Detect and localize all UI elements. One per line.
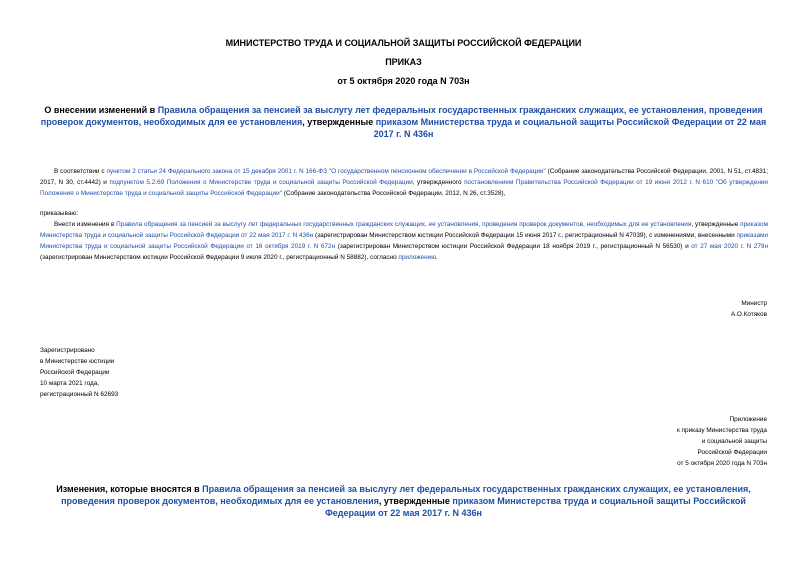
government-decree-link[interactable]: постановлением Правительства Российской Федерации от 19 июня 2012 г. N 610 "Об утверждении Положения о Министерстве труда и социальной защиты Российской Федерации" (40, 179, 768, 197)
orders-word: приказываю: (40, 210, 78, 217)
rules-link-3[interactable]: Правила обращения за пенсией за выслугу лет федеральных государственных гражданских служащих, ее установления, проведения проверок документов, необходимых для ее установления (61, 484, 751, 506)
order-title (40, 104, 767, 140)
order-date: от 5 октября 2020 года N 703н (337, 76, 470, 86)
para-text-1: Внести изменения в (54, 221, 117, 228)
appendix-line: Приложение (729, 416, 767, 423)
para-text-6: . (436, 254, 438, 261)
appendix-line: Российской Федерации (697, 449, 767, 456)
order-paragraph (40, 219, 768, 263)
federal-law-link[interactable]: пунктом 2 статьи 24 Федерального закона от 15 декабря 2001 г. N 166-ФЗ "О государственном пенсионном обеспечении в Российской Федерации" (106, 168, 546, 175)
rules-link[interactable]: Правила обращения за пенсией за выслугу лет федеральных государственных гражданских служащих, ее установления, проведения проверок документов, необходимых для ее установления (40, 105, 763, 127)
ministry-heading: МИНИСТЕРСТВО ТРУДА И СОЦИАЛЬНОЙ ЗАЩИТЫ РОССИЙСКОЙ ФЕДЕРАЦИИ (225, 38, 582, 48)
title-text-1: О внесении изменений в (44, 105, 158, 115)
registration-line: Зарегистрировано (40, 347, 95, 354)
signature-position: Министр (741, 300, 767, 307)
para-text-2: , утвержденные (691, 221, 741, 228)
registration-line: регистрационный N 62693 (40, 391, 119, 398)
appendix-line: и социальной защиты (701, 438, 767, 445)
order-436n-link[interactable]: приказом Министерства труда и социальной защиты Российской Федерации от 22 мая 2017 г. N 436н (373, 117, 767, 139)
preamble-text-2: (Собрание законодательства Российской Федерации, 2001, N 51, ст.4831; 2017, N 30, ст.4442) и (40, 168, 768, 186)
registration-line: в Министерстве юстиции (40, 358, 115, 365)
registration-block (40, 345, 118, 400)
preamble-text-1: В соответствии с (54, 168, 107, 175)
appendix-link[interactable]: приложению (398, 254, 436, 261)
appendix-line: к приказу Министерства труда (676, 427, 767, 434)
para-text-4: (зарегистрирован Министерством юстиции Российской Федерации 18 ноября 2019 г., регистрационный N 56530) и (335, 243, 692, 250)
title-text-2: , утвержденные (302, 117, 376, 127)
rules-link-2[interactable]: Правила обращения за пенсией за выслугу лет федеральных государственных гражданских служащих, ее установления, проведения проверок документов, необходимых для ее установления (116, 221, 692, 228)
order-heading: ПРИКАЗ (385, 57, 422, 67)
preamble-paragraph (40, 166, 768, 199)
changes-text-2: , утвержденные (378, 496, 453, 506)
preamble-text-4: (Собрание законодательства Российской Федерации, 2012, N 26, ст.3528), (281, 190, 506, 197)
changes-title (40, 483, 767, 519)
signature-block (731, 298, 767, 320)
appendix-block (677, 414, 767, 469)
order-436n-link-3[interactable]: приказом Министерства труда и социальной защиты Российской Федерации от 22 мая 2017 г. N 436н (325, 496, 746, 518)
signature-name: А.О.Котяков (730, 311, 767, 318)
appendix-line: от 5 октября 2020 года N 703н (677, 460, 767, 467)
order-672n-link[interactable]: приказами Министерства труда и социальной защиты Российской Федерации от 16 октября 2019 г. N 672н (40, 232, 768, 250)
preamble-text-3: , утвержденного (412, 179, 465, 186)
para-text-3: (зарегистрирован Министерством юстиции Российской Федерации 15 июня 2017 г., регистрационный N 47039), с изменениями, внесенными (313, 232, 737, 239)
changes-text-1: Изменения, которые вносятся в (56, 484, 203, 494)
registration-line: 10 марта 2021 года, (40, 380, 100, 387)
order-436n-link-2[interactable]: приказом Министерства труда и социальной защиты Российской Федерации от 22 мая 2017 г. N 436н (40, 221, 768, 239)
order-279n-link[interactable]: от 27 мая 2020 г. N 279н (691, 243, 769, 250)
para-text-5: (зарегистрирован Министерством юстиции Российской Федерации 9 июля 2020 г., регистрационный N 58882), согласно (40, 254, 399, 261)
regulation-subpoint-link[interactable]: подпунктом 5.2.69 Положения о Министерстве труда и социальной защиты Российской Федерации (109, 179, 413, 186)
registration-line: Российской Федерации (40, 369, 110, 376)
